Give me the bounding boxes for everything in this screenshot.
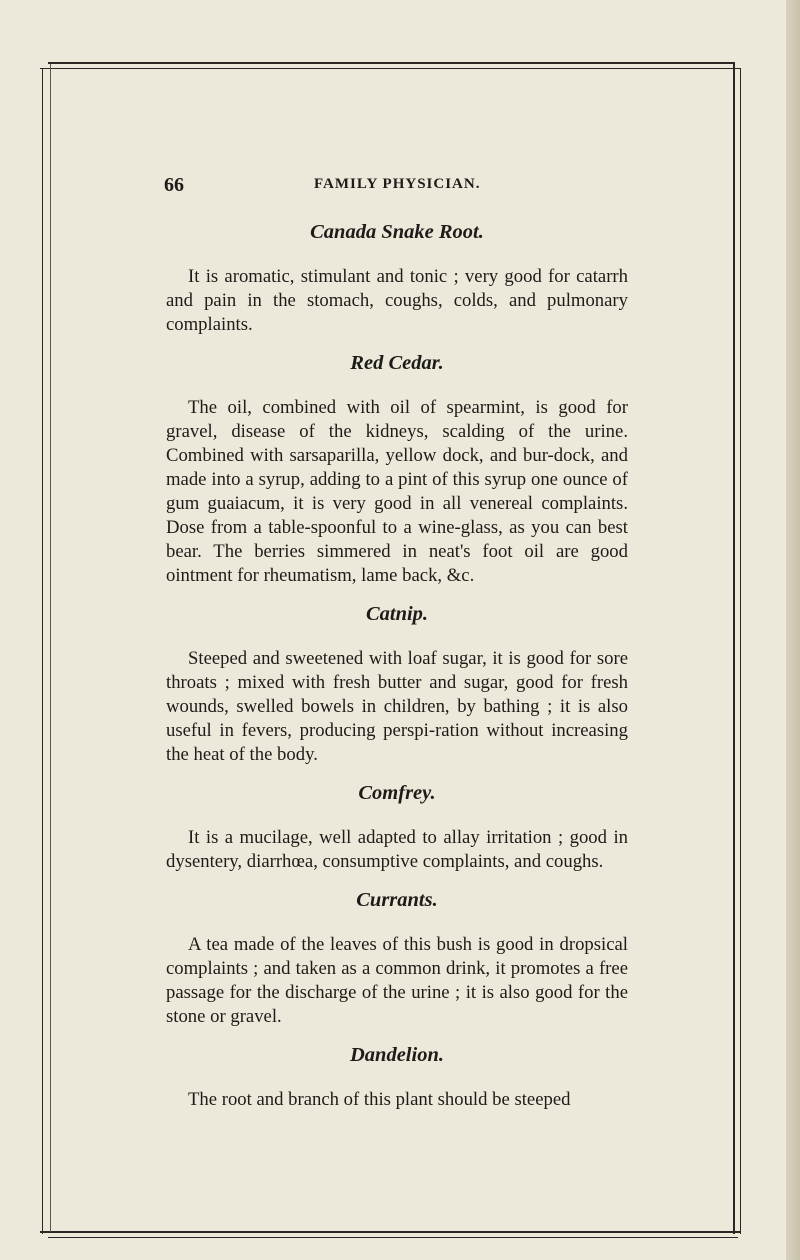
entry-catnip bbox=[166, 588, 628, 767]
entry-canada-snake-root bbox=[166, 206, 628, 337]
page-number: 66 bbox=[164, 174, 184, 196]
border-bottom-rule-outer bbox=[48, 1237, 738, 1238]
entry-body: Steeped and sweetened with loaf sugar, it is good for sore throats ; mixed with fresh butter and sugar, good for fresh wounds, swelled bowels in children, by bathing ; it is also useful in fevers, producing perspi-ration without increasing the heat of the body. bbox=[166, 648, 628, 765]
entry-body: It is aromatic, stimulant and tonic ; very good for catarrh and pain in the stomach, coughs, colds, and pulmonary complaints. bbox=[166, 266, 628, 335]
entry-currants bbox=[166, 874, 628, 1029]
entry-title: Canada Snake Root. bbox=[310, 221, 484, 243]
entry-body: A tea made of the leaves of this bush is good in dropsical complaints ; and taken as a common drink, it promotes a free passage for the discharge of the urine ; it is also good for the stone or gravel. bbox=[166, 934, 628, 1027]
border-right-rule bbox=[733, 62, 735, 1234]
page-content bbox=[166, 206, 628, 1112]
entry-title: Dandelion. bbox=[350, 1044, 444, 1066]
border-left-rule bbox=[50, 64, 51, 1232]
entry-title: Catnip. bbox=[365, 603, 429, 625]
entry-red-cedar bbox=[166, 337, 628, 588]
entry-body: The root and branch of this plant should be steeped bbox=[188, 1089, 571, 1110]
border-bottom-rule bbox=[40, 1231, 740, 1233]
page-header bbox=[164, 174, 724, 200]
entry-comfrey bbox=[166, 767, 628, 874]
entry-title: Currants. bbox=[356, 889, 438, 911]
page-edge bbox=[786, 0, 800, 1260]
entry-title: Red Cedar. bbox=[350, 352, 444, 374]
border-left-rule-outer bbox=[42, 68, 43, 1234]
entry-title: Comfrey. bbox=[358, 782, 436, 804]
entry-body: It is a mucilage, well adapted to allay irritation ; good in dysentery, diarrhœa, consumptive complaints, and coughs. bbox=[166, 827, 628, 872]
entry-dandelion bbox=[166, 1029, 628, 1112]
entry-body: The oil, combined with oil of spearmint, is good for gravel, disease of the kidneys, scalding of the urine. Combined with sarsaparilla, yellow dock, and bur-dock, and made into a syrup, adding to a pint of this syrup one ounce of gum guaiacum, it is very good in all venereal complaints. Dose from a table-spoonful to a wine-glass, as you can best bear. The berries simmered in neat's foot oil are good ointment for rheumatism, lame back, &c. bbox=[166, 397, 628, 586]
running-head: FAMILY PHYSICIAN. bbox=[314, 176, 481, 192]
border-top-rule-outer bbox=[40, 68, 740, 69]
border-top-rule bbox=[48, 62, 734, 64]
border-right-rule-outer bbox=[740, 68, 741, 1234]
